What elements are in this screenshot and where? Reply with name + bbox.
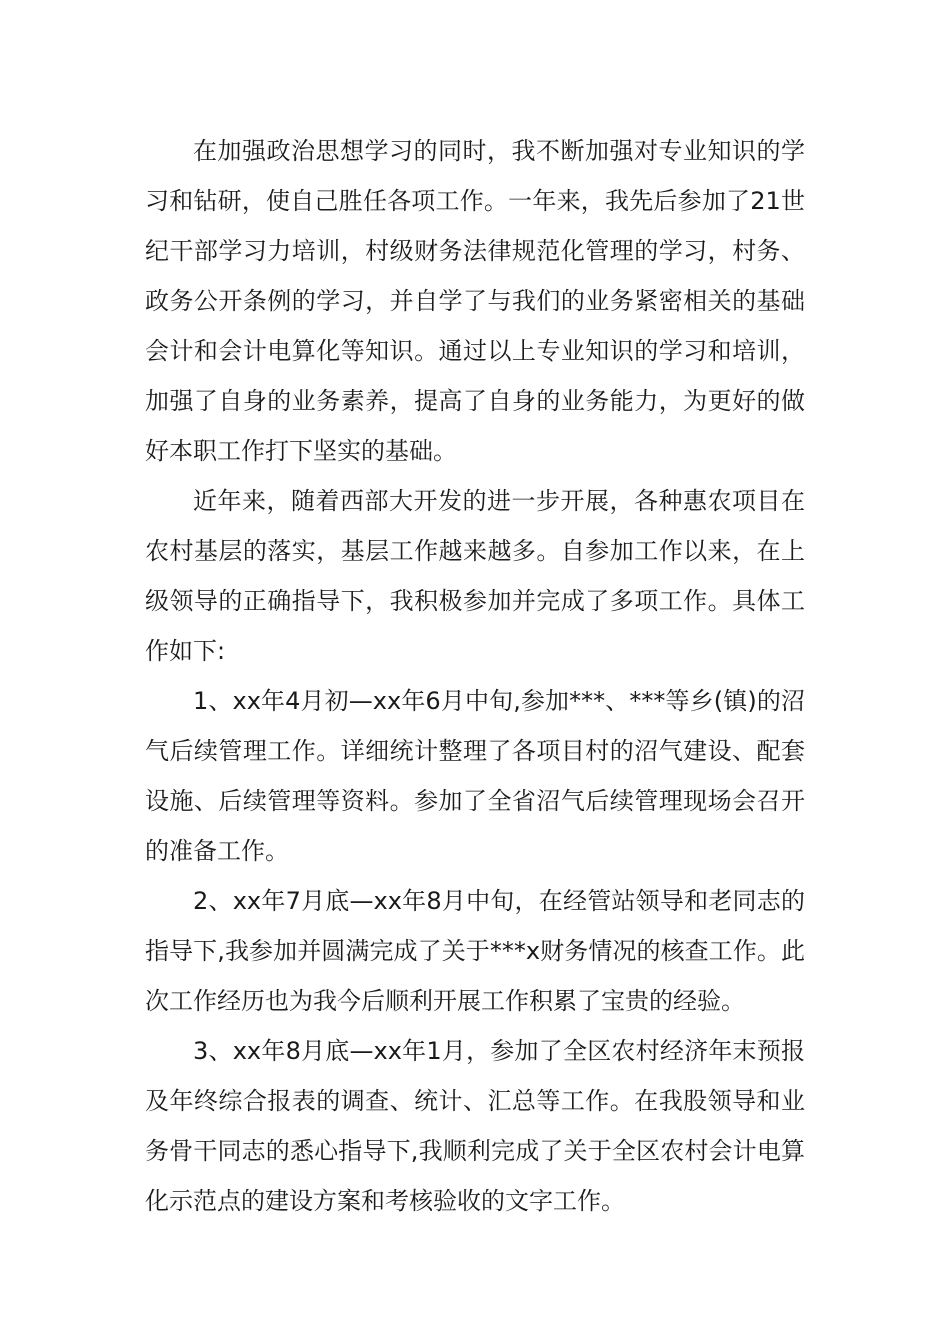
document-body [145, 126, 805, 1226]
paragraph-item-3: 3、xx年8月底—xx年1月，参加了全区农村经济年末预报及年终综合报表的调查、统计、汇总等工作。在我股领导和业务骨干同志的悉心指导下,我顺利完成了关于全区农村会计电算化示范点的建设方案和考核验收的文字工作。 [145, 1037, 805, 1215]
paragraph-study: 在加强政治思想学习的同时，我不断加强对专业知识的学习和钻研，使自己胜任各项工作。一年来，我先后参加了21世纪干部学习力培训，村级财务法律规范化管理的学习，村务、政务公开条例的学习，并自学了与我们的业务紧密相关的基础会计和会计电算化等知识。通过以上专业知识的学习和培训，加强了自身的业务素养，提高了自身的业务能力，为更好的做好本职工作打下坚实的基础。 [145, 137, 805, 465]
paragraph-work-overview: 近年来，随着西部大开发的进一步开展，各种惠农项目在农村基层的落实，基层工作越来越多。自参加工作以来，在上级领导的正确指导下，我积极参加并完成了多项工作。具体工作如下: [145, 487, 805, 665]
paragraph-item-2: 2、xx年7月底—xx年8月中旬，在经管站领导和老同志的指导下,我参加并圆满完成了关于***x财务情况的核查工作。此次工作经历也为我今后顺利开展工作积累了宝贵的经验。 [145, 887, 805, 1015]
paragraph-item-1: 1、xx年4月初—xx年6月中旬,参加***、***等乡(镇)的沼气后续管理工作。详细统计整理了各项目村的沼气建设、配套设施、后续管理等资料。参加了全省沼气后续管理现场会召开的准备工作。 [145, 687, 805, 865]
